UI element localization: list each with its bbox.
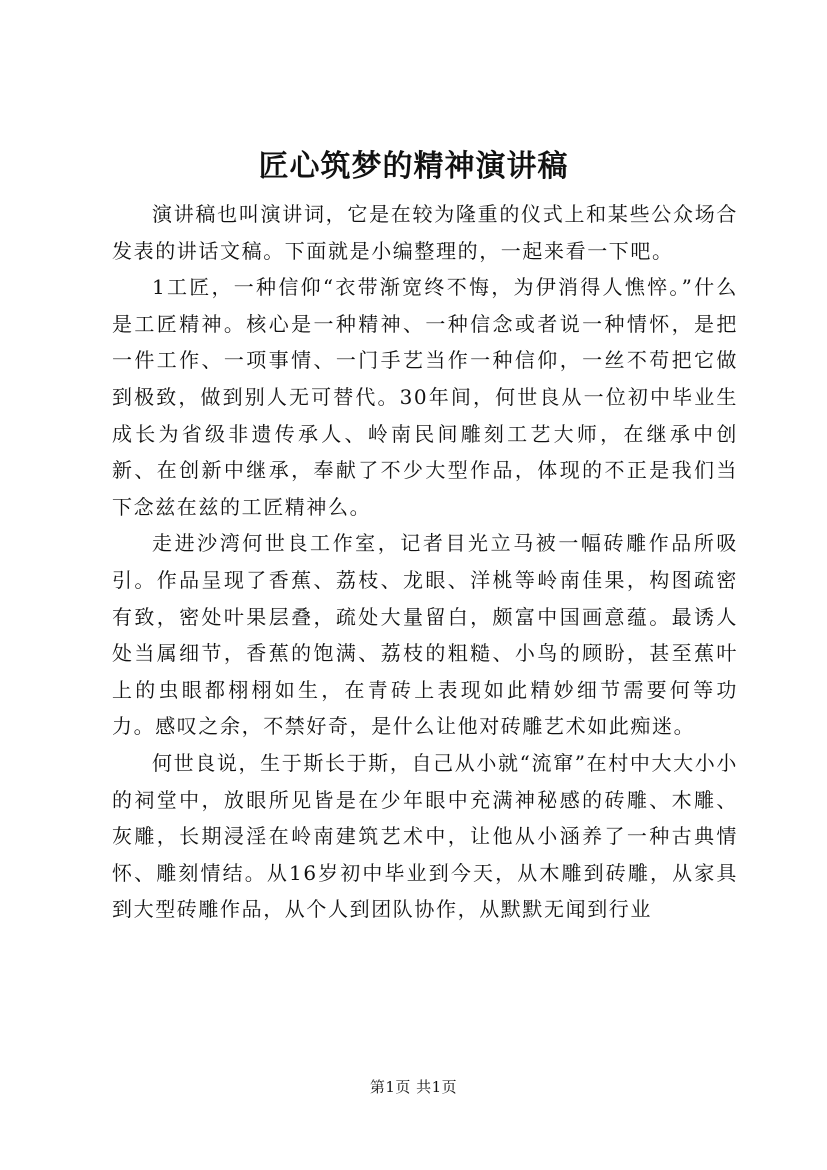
paragraph-craftsman-belief: 1工匠，一种信仰“衣带渐宽终不悔，为伊消得人憔悴。”什么是工匠精神。核心是一种精神、一种信念或者说一种情怀，是把一件工作、一项事情、一门手艺当作一种信仰，一丝不苟把它做到极致，做到别人无可替代。30年间，何世良从一位初中毕业生成长为省级非遗传承人、岭南民间雕刻工艺大师，在继承中创新、在创新中继承，奉献了不少大型作品，体现的不正是我们当下念兹在兹的工匠精神么。	[112, 275, 738, 519]
paragraph-intro: 演讲稿也叫演讲词，它是在较为隆重的仪式上和某些公众场合发表的讲话文稿。下面就是小编整理的，一起来看一下吧。	[112, 202, 738, 263]
page-title: 匠心筑梦的精神演讲稿	[258, 149, 569, 184]
paragraph-he-shiliang: 何世良说，生于斯长于斯，自己从小就“流窜”在村中大大小小的祠堂中，放眼所见皆是在少年眼中充满神秘感的砖雕、木雕、灰雕，长期浸淫在岭南建筑艺术中，让他从小涵养了一种古典情怀、雕刻情结。从16岁初中毕业到今天，从木雕到砖雕，从家具到大型砖雕作品，从个人到团队协作，从默默无闻到行业	[112, 750, 738, 922]
paragraph-studio-visit: 走进沙湾何世良工作室，记者目光立马被一幅砖雕作品所吸引。作品呈现了香蕉、荔枝、龙眼、洋桃等岭南佳果，构图疏密有致，密处叶果层叠，疏处大量留白，颇富中国画意蕴。最诱人处当属细节，香蕉的饱满、荔枝的粗糙、小鸟的顾盼，甚至蕉叶上的虫眼都栩栩如生，在青砖上表现如此精妙细节需要何等功力。感叹之余，不禁好奇，是什么让他对砖雕艺术如此痴迷。	[112, 531, 738, 739]
document-body	[112, 196, 738, 928]
page-footer: 第1页 共1页	[369, 1078, 458, 1096]
